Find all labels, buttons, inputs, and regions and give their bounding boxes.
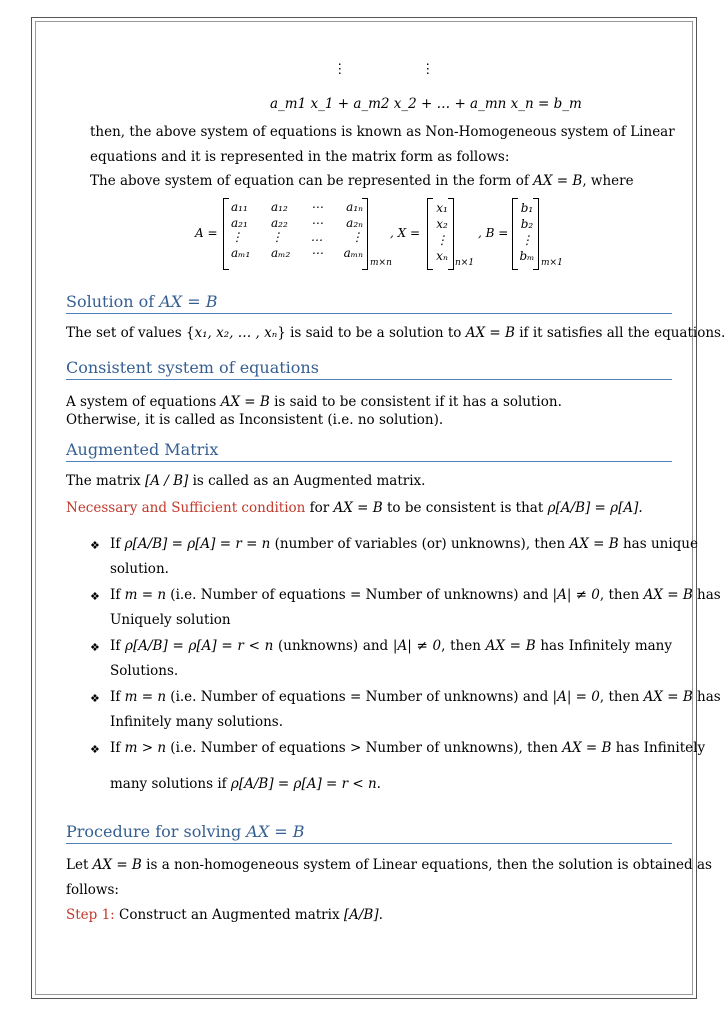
nsc-a: for xyxy=(305,500,334,516)
b3-math-2: |A| ≠ 0 xyxy=(392,638,442,654)
step-1-b: . xyxy=(378,907,383,923)
matrix-A xyxy=(231,200,363,260)
solution-text-b: } is said to be a solution to xyxy=(277,325,466,341)
cell: ⋮ xyxy=(436,233,448,247)
b2-d: has xyxy=(692,587,721,603)
b1-math-2: AX = B xyxy=(569,536,619,552)
b5-l2-b: . xyxy=(376,776,381,792)
heading-augmented: Augmented Matrix xyxy=(66,440,672,462)
diamond-bullet-icon: ❖ xyxy=(90,590,100,603)
matrix-A-left-bracket xyxy=(223,198,229,270)
cell: ⋮ xyxy=(351,230,363,244)
step-1-line xyxy=(66,907,383,923)
bullet-1-line-1 xyxy=(110,536,698,552)
cell: ⋮ xyxy=(521,233,533,247)
cell: aₘ₂ xyxy=(270,246,291,260)
b1-b: (number of variables (or) unknowns), then xyxy=(270,536,570,552)
matrix-A-row xyxy=(231,200,363,214)
cell: a₂₂ xyxy=(270,216,288,230)
bullet-2-line-2: Uniquely solution xyxy=(110,612,231,628)
augmented-math: [A / B] xyxy=(144,473,189,489)
bullet-4-line-2: Infinitely many solutions. xyxy=(110,714,284,730)
b4-math-1: m = n xyxy=(124,689,167,705)
cell: aₘₙ xyxy=(343,246,363,260)
b2-math-3: AX = B xyxy=(643,587,693,603)
b3-a: If xyxy=(110,638,126,654)
augmented-text-1 xyxy=(66,473,425,489)
cell: x₁ xyxy=(436,201,448,215)
matrix-A-row xyxy=(231,230,363,244)
b1-c: has unique xyxy=(618,536,698,552)
bullet-1-line-2: solution. xyxy=(110,561,169,577)
intro-line-1: then, the above system of equations is known as Non-Homogeneous system of Linear xyxy=(90,124,675,140)
diamond-bullet-icon: ❖ xyxy=(90,641,100,654)
step-1-math: [A/B] xyxy=(343,907,379,923)
augmented-text-1-b: is called as an Augmented matrix. xyxy=(188,473,426,489)
b2-math-1: m = n xyxy=(124,587,167,603)
cell: a₂₁ xyxy=(231,216,248,230)
consistent-text-1-a: A system of equations xyxy=(66,394,221,410)
nsc-math-1: AX = B xyxy=(333,500,383,516)
matrix-B-right-bracket xyxy=(533,198,539,270)
heading-procedure-text: Procedure for solving xyxy=(66,822,247,841)
cell: b₁ xyxy=(520,201,534,215)
nsc-math-2: ρ[A/B] = ρ[A]. xyxy=(547,500,643,516)
procedure-text-1-a: Let xyxy=(66,857,93,873)
cell: ⋮ xyxy=(271,230,283,244)
nsc-line xyxy=(66,500,643,516)
matrix-A-row xyxy=(231,216,363,230)
consistent-math: AX = B xyxy=(220,394,270,410)
b4-a: If xyxy=(110,689,125,705)
heading-solution-math: AX = B xyxy=(159,292,218,311)
diamond-bullet-icon: ❖ xyxy=(90,539,100,552)
diamond-bullet-icon: ❖ xyxy=(90,743,100,756)
cell: xₙ xyxy=(436,249,448,263)
heading-procedure-math: AX = B xyxy=(246,822,305,841)
b4-c: , then xyxy=(599,689,644,705)
cell: aₘ₁ xyxy=(231,246,251,260)
b5-l2-a: many solutions if xyxy=(110,776,231,792)
diamond-bullet-icon: ❖ xyxy=(90,692,100,705)
b2-math-2: |A| ≠ 0 xyxy=(552,587,600,603)
matrix-A-right-bracket xyxy=(362,198,368,270)
b3-d: has Infinitely many xyxy=(535,638,672,654)
step-1-a: Construct an Augmented matrix xyxy=(114,907,344,923)
solution-math: AX = B xyxy=(465,325,515,341)
b5-math-1: m > n xyxy=(124,740,167,756)
bullet-2-line-1 xyxy=(110,587,721,603)
b4-math-3: AX = B xyxy=(643,689,693,705)
b1-math-1: ρ[A/B] = ρ[A] = r = n xyxy=(124,536,271,552)
matrix-A-label: A = xyxy=(195,226,218,240)
consistent-text-1 xyxy=(66,394,562,410)
solution-text xyxy=(66,325,725,341)
b5-b: (i.e. Number of equations > Number of unknowns), then xyxy=(166,740,563,756)
intro-line-3-a: The above system of equation can be represented in the form of xyxy=(90,173,534,189)
intro-line-2: equations and it is represented in the matrix form as follows: xyxy=(90,149,510,165)
b3-b: (unknowns) and xyxy=(273,638,393,654)
cell: a₁ₙ xyxy=(346,200,363,214)
cell: ⋯ xyxy=(310,216,323,230)
cell: ⋯ xyxy=(310,200,323,214)
b5-a: If xyxy=(110,740,125,756)
b2-c: , then xyxy=(599,587,644,603)
cell: a₁₁ xyxy=(231,200,248,214)
cell: ⋯ xyxy=(310,246,323,260)
b5-l2-math: ρ[A/B] = ρ[A] = r < n xyxy=(230,776,377,792)
b2-b: (i.e. Number of equations = Number of unknowns) and xyxy=(166,587,553,603)
nsc-b: to be consistent is that xyxy=(382,500,548,516)
augmented-text-1-a: The matrix xyxy=(66,473,145,489)
procedure-text-1-b: is a non-homogeneous system of Linear equations, then the solution is obtained as xyxy=(141,857,712,873)
b5-math-2: AX = B xyxy=(562,740,612,756)
procedure-math: AX = B xyxy=(92,857,142,873)
heading-procedure xyxy=(66,822,672,844)
b3-c: , then xyxy=(441,638,486,654)
matrix-B-dims: m×1 xyxy=(541,258,563,268)
solution-text-a: The set of values { xyxy=(66,325,195,341)
heading-solution-text: Solution of xyxy=(66,292,160,311)
intro-line-3 xyxy=(90,173,634,189)
bullet-5-line-1 xyxy=(110,740,706,756)
intro-line-3-b: , where xyxy=(582,173,634,189)
step-1-label: Step 1: xyxy=(66,907,115,923)
matrix-X-dims: n×1 xyxy=(455,258,475,268)
b2-a: If xyxy=(110,587,125,603)
solution-text-c: if it satisfies all the equations. xyxy=(514,325,726,341)
bullet-4-line-1 xyxy=(110,689,721,705)
matrix-A-row xyxy=(231,246,363,260)
procedure-text-2: follows: xyxy=(66,882,119,898)
cell: x₂ xyxy=(436,217,448,231)
last-equation-text: a_m1 x_1 + a_m2 x_2 + … + a_mn x_n = b_m xyxy=(270,96,582,112)
cell: a₂ₙ xyxy=(346,216,363,230)
bullet-5-line-2 xyxy=(110,776,381,792)
consistent-text-2: Otherwise, it is called as Inconsistent (i.e. no solution). xyxy=(66,412,444,428)
b4-d: has xyxy=(692,689,721,705)
vdots-1: ⋮ xyxy=(333,61,347,77)
nsc-red-label: Necessary and Sufficient condition xyxy=(66,500,306,516)
solution-xset: x₁, x₂, … , xₙ xyxy=(194,325,278,341)
cell: … xyxy=(311,230,323,244)
b1-a: If xyxy=(110,536,125,552)
cell: ⋮ xyxy=(231,230,243,244)
bullet-3-line-1 xyxy=(110,638,672,654)
b4-b: (i.e. Number of equations = Number of unknowns) and xyxy=(166,689,553,705)
procedure-text-1 xyxy=(66,857,712,873)
b3-math-3: AX = B xyxy=(485,638,536,654)
b3-math-1: ρ[A/B] = ρ[A] = r < n xyxy=(125,638,274,654)
cell: bₘ xyxy=(519,249,535,263)
matrix-X-label: , X = xyxy=(390,226,421,240)
b5-c: has Infinitely xyxy=(611,740,706,756)
math-axb: AX = B xyxy=(533,173,583,189)
matrix-X-right-bracket xyxy=(448,198,454,270)
bullet-3-line-2: Solutions. xyxy=(110,663,179,679)
consistent-text-1-b: is said to be consistent if it has a solution. xyxy=(269,394,562,410)
cell: b₂ xyxy=(520,217,534,231)
matrix-B-label: , B = xyxy=(478,226,509,240)
vdots-2: ⋮ xyxy=(421,61,435,77)
heading-solution xyxy=(66,292,672,314)
matrix-A-dims: m×n xyxy=(370,258,392,268)
cell: a₁₂ xyxy=(270,200,288,214)
heading-consistent: Consistent system of equations xyxy=(66,358,672,380)
last-equation-row xyxy=(270,96,582,112)
b4-math-2: |A| = 0 xyxy=(552,689,600,705)
